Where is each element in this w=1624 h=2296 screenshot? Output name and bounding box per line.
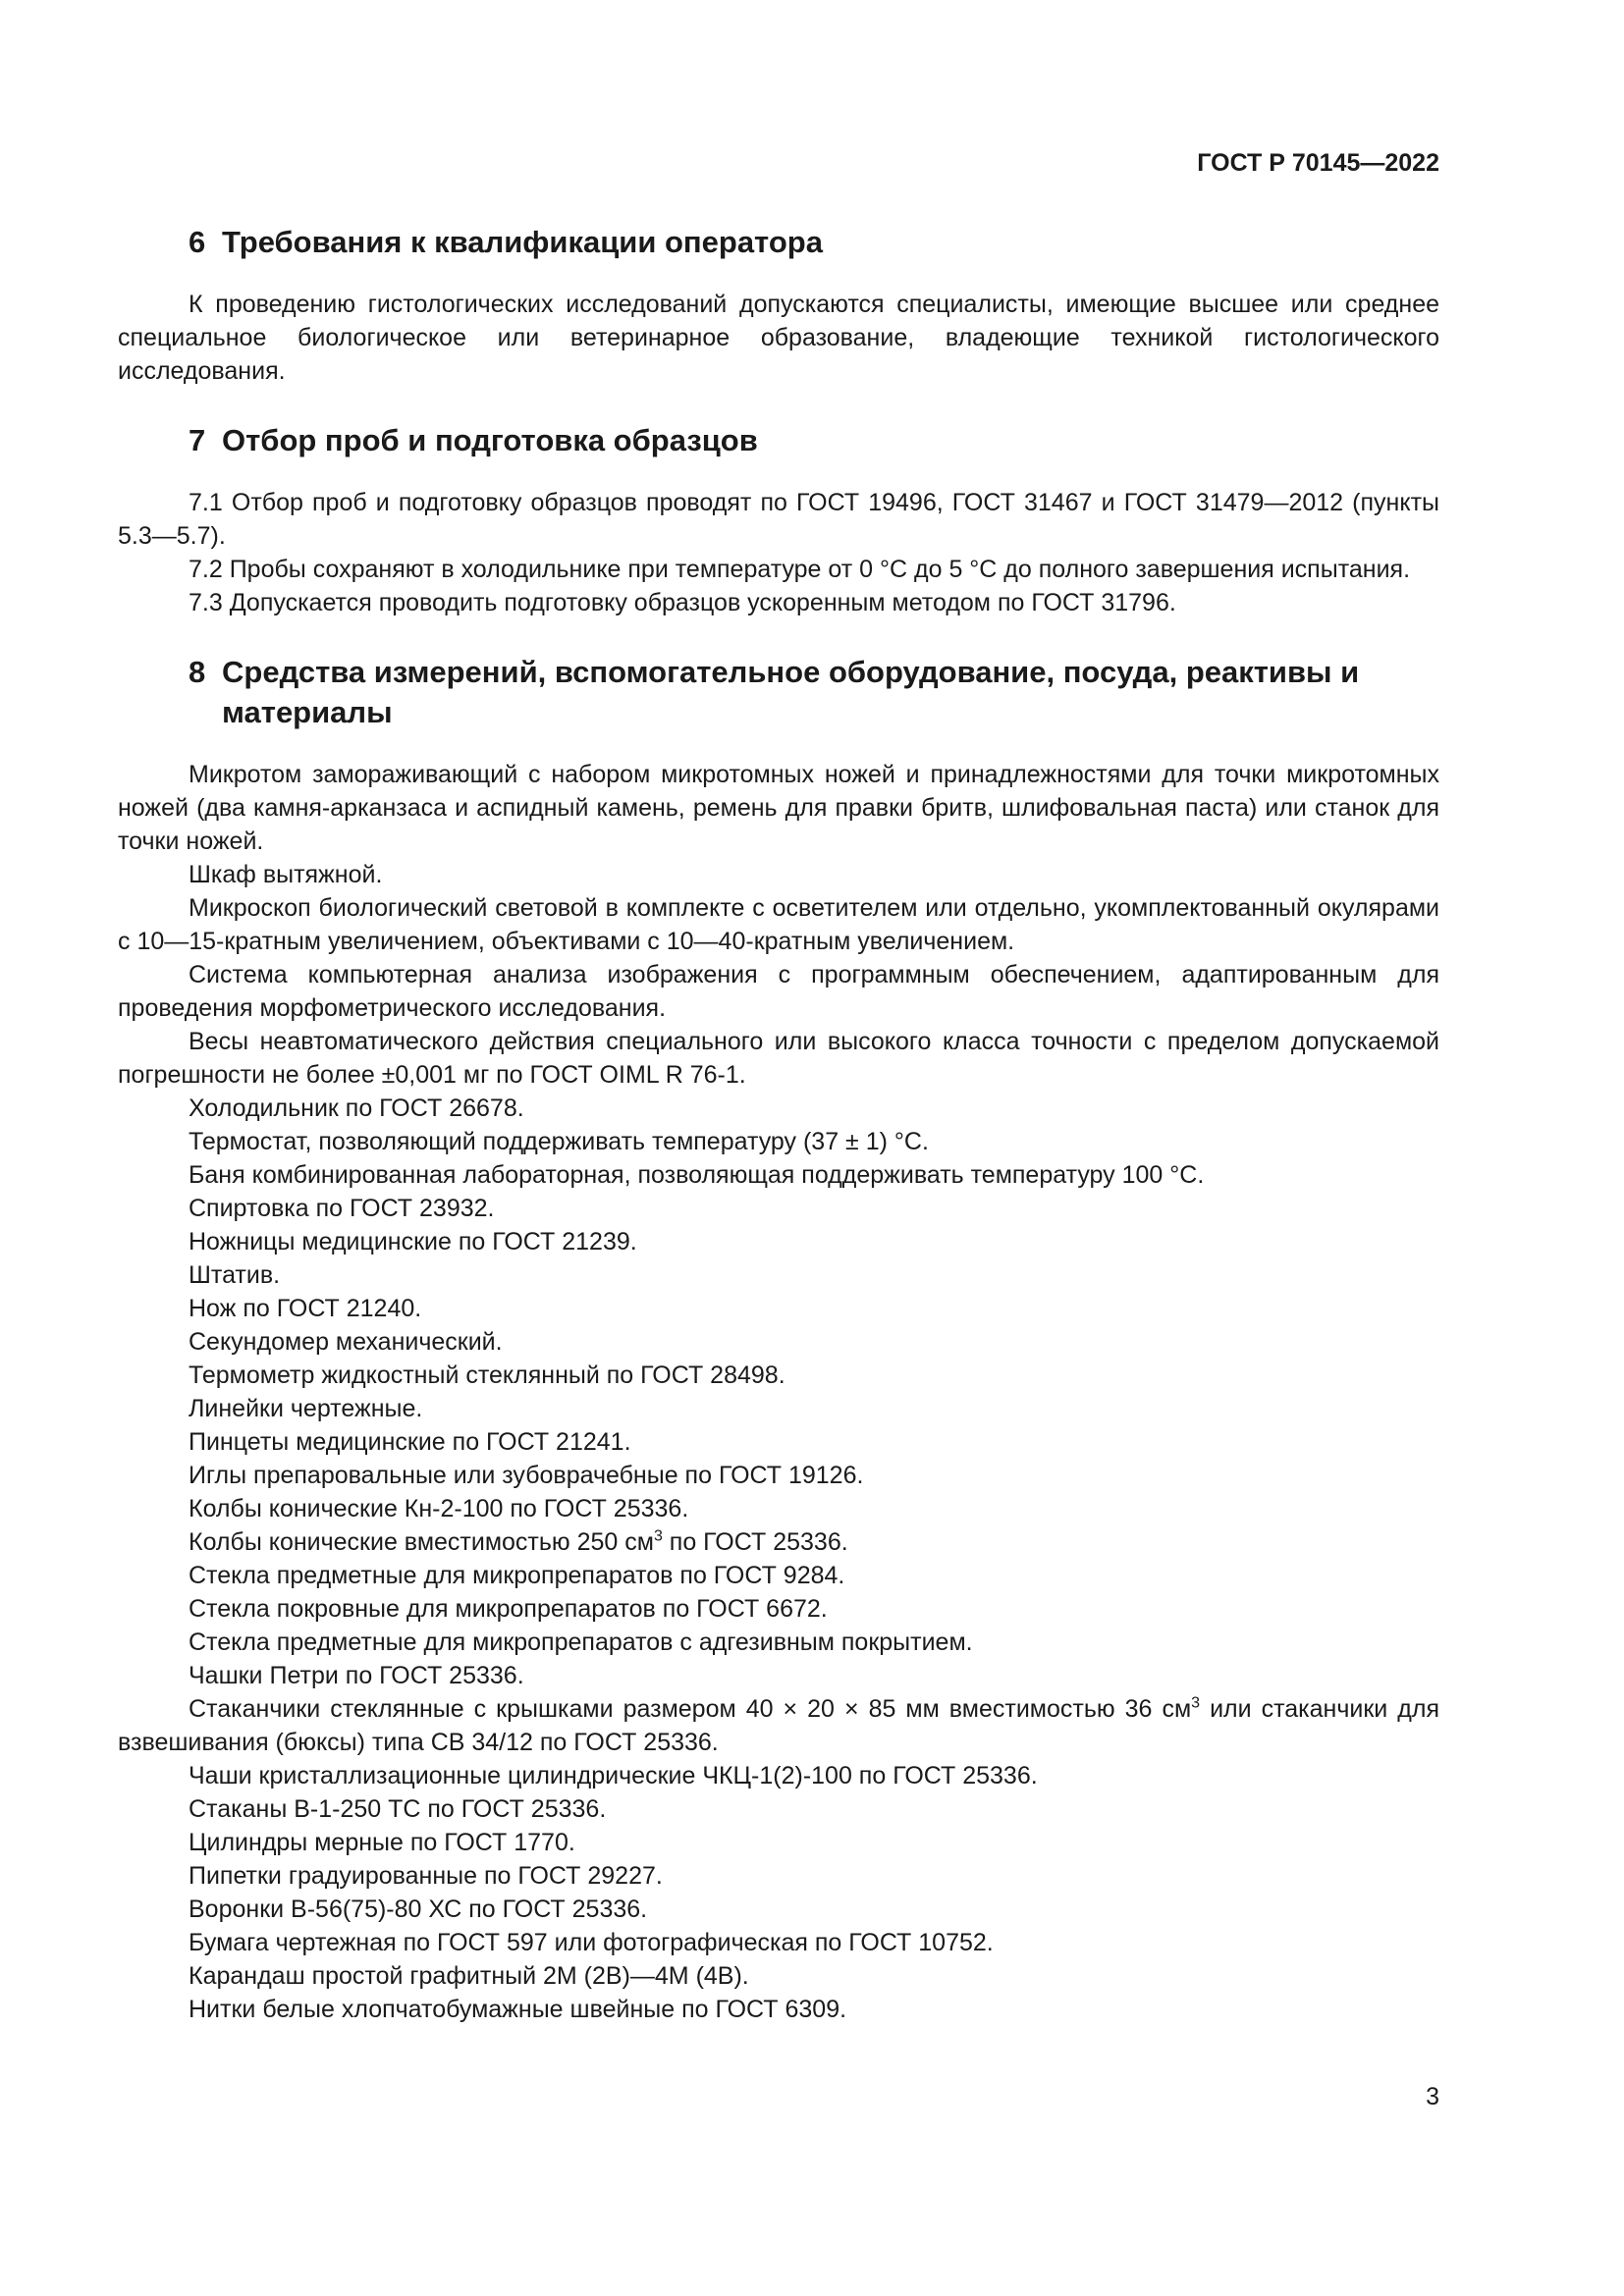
list-item: Штатив. (189, 1261, 281, 1289)
list-item: Чаши кристаллизационные цилиндрические ЧКЦ-1(2)-100 по ГОСТ 25336. (189, 1762, 1038, 1789)
list-item: Пинцеты медицинские по ГОСТ 21241. (189, 1428, 631, 1456)
list-item: Нитки белые хлопчатобумажные швейные по ГОСТ 6309. (189, 1996, 847, 2023)
paragraph: К проведению гистологических исследований допускаются специалисты, имеющие высшее или среднее специальное биологическое или ветеринарное образование, владеющие техникой гистологического исследования. (118, 291, 1439, 385)
section-6 (118, 222, 1439, 388)
section-number: 7 (189, 423, 206, 457)
clause-7-1: 7.1 Отбор проб и подготовку образцов проводят по ГОСТ 19496, ГОСТ 31467 и ГОСТ 31479—2012 (пункты 5.3—5.7). (118, 489, 1439, 550)
list-item: Секундомер механический. (189, 1328, 503, 1356)
section-title: Средства измерений, вспомогательное оборудование, посуда, реактивы и материалы (222, 655, 1360, 729)
superscript: 3 (653, 1527, 663, 1545)
list-item: Холодильник по ГОСТ 26678. (189, 1095, 524, 1122)
list-item: Линейки чертежные. (189, 1395, 423, 1422)
list-item: Стекла предметные для микропрепаратов с адгезивным покрытием. (189, 1629, 973, 1656)
superscript: 3 (1191, 1694, 1201, 1712)
list-item: Баня комбинированная лабораторная, позволяющая поддерживать температуру 100 °С. (189, 1161, 1205, 1189)
section-number: 8 (189, 655, 206, 689)
list-item: Колбы конические Кн-2-100 по ГОСТ 25336. (189, 1495, 689, 1522)
list-item: Спиртовка по ГОСТ 23932. (189, 1195, 495, 1222)
list-item: Бумага чертежная по ГОСТ 597 или фотографическая по ГОСТ 10752. (189, 1929, 994, 1956)
section-heading (118, 652, 1439, 732)
list-item: Карандаш простой графитный 2М (2В)—4М (4В). (189, 1962, 749, 1990)
list-item: Стекла покровные для микропрепаратов по ГОСТ 6672. (189, 1595, 828, 1623)
page-number: 3 (1426, 2083, 1439, 2110)
section-heading (118, 222, 1439, 262)
section-title: Требования к квалификации оператора (222, 225, 823, 259)
section-heading (118, 420, 1439, 460)
list-item: Иглы препаровальные или зубоврачебные по ГОСТ 19126. (189, 1462, 864, 1489)
list-item: Термостат, позволяющий поддерживать температуру (37 ± 1) °С. (189, 1128, 929, 1155)
list-item: Микротом замораживающий с набором микротомных ножей и принадлежностями для точки микротомных ножей (два камня-арканзаса и аспидный камень, ремень для правки бритв, шлифовальная паста) или станок для точки ножей. (118, 761, 1439, 855)
section-title: Отбор проб и подготовка образцов (222, 423, 758, 457)
list-item: Чашки Петри по ГОСТ 25336. (189, 1662, 524, 1689)
clause-7-3: 7.3 Допускается проводить подготовку образцов ускоренным методом по ГОСТ 31796. (189, 589, 1176, 616)
list-item: Цилиндры мерные по ГОСТ 1770. (189, 1829, 575, 1856)
text-run: Колбы конические вместимостью 250 см (189, 1528, 654, 1556)
text-run: или стаканчики для взвешивания (бюксы) типа СВ 34/12 по ГОСТ 25336. (118, 1695, 1439, 1756)
list-item: Весы неавтоматического действия специального или высокого класса точности с пределом допускаемой погрешности не более ±0,001 мг по ГОСТ OIML R 76-1. (118, 1028, 1439, 1089)
text-run: Стаканчики стеклянные с крышками размером 40 × 20 × 85 мм вместимостью 36 см (189, 1695, 1192, 1723)
clause-7-2: 7.2 Пробы сохраняют в холодильнике при температуре от 0 °С до 5 °С до полного завершения испытания. (189, 556, 1411, 583)
list-item (118, 1692, 1439, 1759)
list-item: Воронки В-56(75)-80 ХС по ГОСТ 25336. (189, 1896, 648, 1923)
document-id: ГОСТ Р 70145—2022 (1197, 149, 1439, 177)
page-content (118, 222, 1439, 2058)
list-item: Термометр жидкостный стеклянный по ГОСТ 28498. (189, 1362, 785, 1389)
list-item: Стаканы В-1-250 ТС по ГОСТ 25336. (189, 1795, 607, 1823)
list-item: Нож по ГОСТ 21240. (189, 1295, 422, 1322)
list-item: Пипетки градуированные по ГОСТ 29227. (189, 1862, 663, 1890)
section-number: 6 (189, 225, 206, 259)
section-7 (118, 420, 1439, 619)
text-run: по ГОСТ 25336. (662, 1528, 848, 1556)
section-8 (118, 652, 1439, 2026)
list-item: Шкаф вытяжной. (189, 861, 383, 888)
list-item: Микроскоп биологический световой в комплекте с осветителем или отдельно, укомплектованный окулярами с 10—15-кратным увеличением, объективами с 10—40-кратным увеличением. (118, 894, 1439, 955)
list-item: Система компьютерная анализа изображения с программным обеспечением, адаптированным для проведения морфометрического исследования. (118, 961, 1439, 1022)
list-item: Стекла предметные для микропрепаратов по ГОСТ 9284. (189, 1562, 845, 1589)
list-item: Ножницы медицинские по ГОСТ 21239. (189, 1228, 637, 1255)
list-item (118, 1525, 1439, 1559)
